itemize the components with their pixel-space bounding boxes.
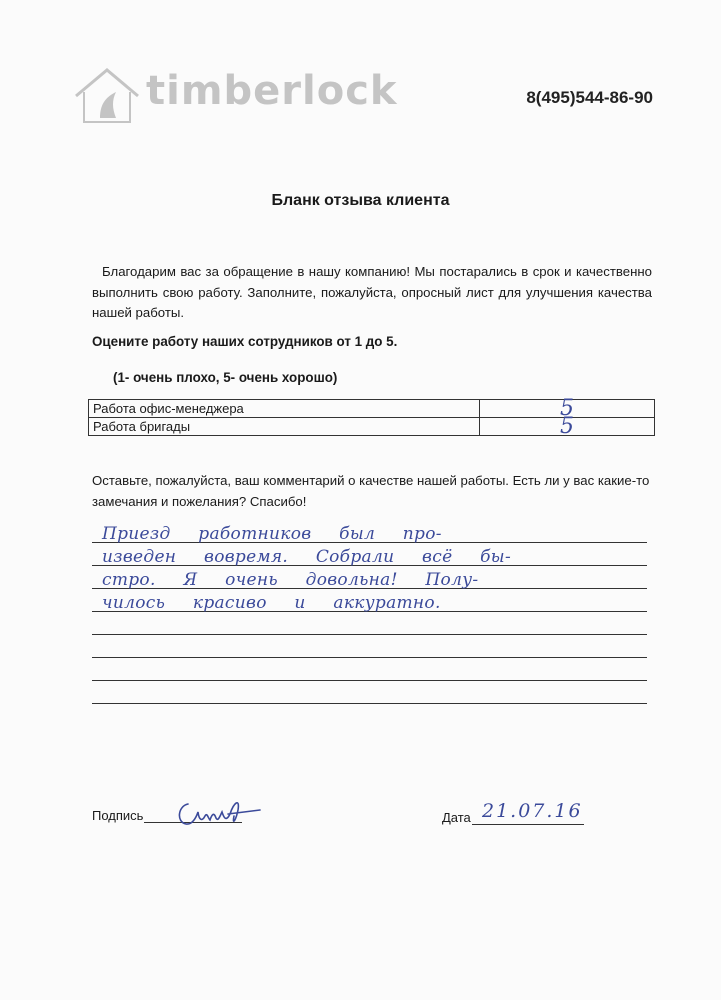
handwritten-text: Приезд работников был про- — [102, 524, 442, 544]
rating-label-office-manager: Работа офис-менеджера — [89, 400, 480, 418]
rating-heading: Оцените работу наших сотрудников от 1 до 5. — [92, 334, 398, 349]
timberlock-logo — [72, 66, 398, 126]
handwritten-text: чилось красиво и аккуратно. — [102, 593, 441, 613]
comment-line[interactable] — [92, 589, 647, 612]
house-logo-icon — [72, 66, 142, 126]
date-label: Дата — [442, 810, 471, 825]
signature-label: Подпись — [92, 808, 144, 823]
comment-line[interactable] — [92, 543, 647, 566]
table-row — [89, 418, 655, 436]
comment-line[interactable] — [92, 566, 647, 589]
comment-line[interactable] — [92, 658, 647, 681]
logo-wordmark: timberlock — [146, 68, 398, 114]
comment-line[interactable] — [92, 635, 647, 658]
comment-line[interactable] — [92, 520, 647, 543]
comment-line[interactable] — [92, 681, 647, 704]
intro-text: Благодарим вас за обращение в нашу компанию! Мы постарались в срок и качественно выполнить свою работу. Заполните, пожалуйста, опросный лист для улучшения качества нашей работы. — [92, 264, 652, 320]
rating-score-crew[interactable]: 5 — [480, 418, 655, 436]
comment-question: Оставьте, пожалуйста, ваш комментарий о качестве нашей работы. Есть ли у вас какие-то замечания и пожелания? Спасибо! — [92, 473, 650, 509]
handwritten-text: стро. Я очень довольна! Полу- — [102, 570, 479, 590]
form-title: Бланк отзыва клиента — [271, 192, 450, 209]
signature-icon — [174, 796, 264, 830]
rating-label-crew: Работа бригады — [89, 418, 480, 436]
rating-scale: (1- очень плохо, 5- очень хорошо) — [113, 370, 338, 385]
ratings-table — [88, 395, 655, 439]
comment-lines[interactable] — [92, 520, 647, 704]
handwritten-text: изведен вовремя. Собрали всё бы- — [102, 547, 511, 567]
phone-number: 8(495)544-86-90 — [526, 88, 653, 107]
rating-score-office-manager[interactable]: 5 — [480, 400, 655, 418]
date-line[interactable] — [472, 824, 584, 825]
date-value: 21.07.16 — [482, 800, 583, 822]
comment-line[interactable] — [92, 612, 647, 635]
